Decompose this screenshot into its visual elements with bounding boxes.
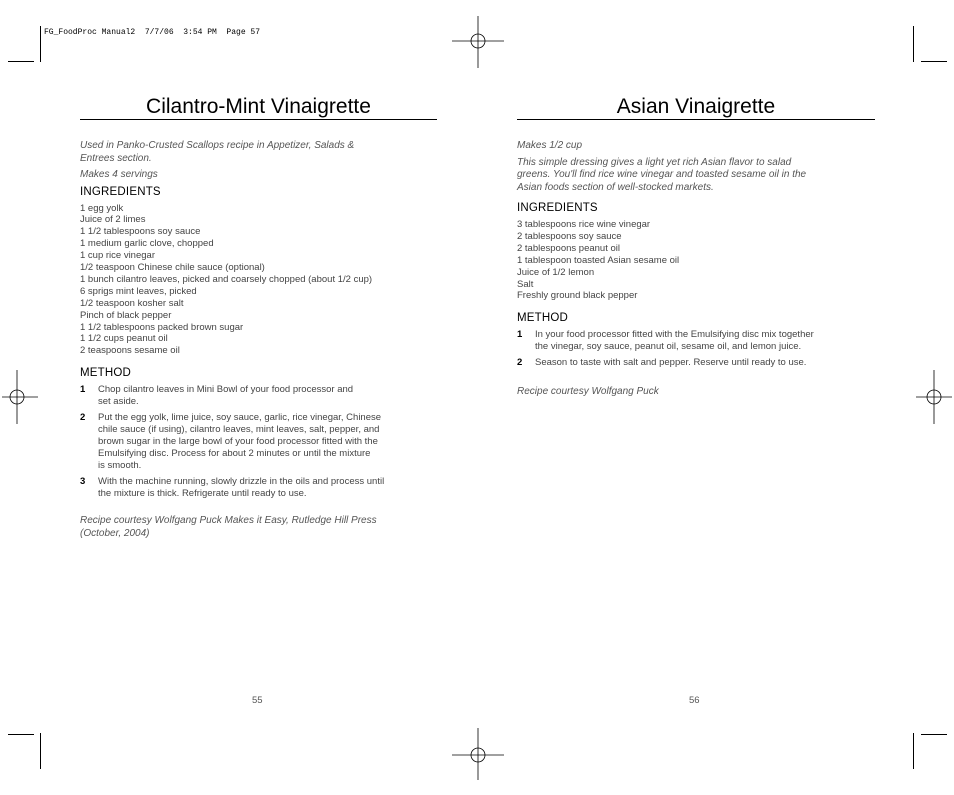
crop-mark xyxy=(921,61,947,62)
step-number: 1 xyxy=(80,384,86,396)
ingredient-item: 1 tablespoon toasted Asian sesame oil xyxy=(517,254,680,266)
ingredient-item: 2 tablespoons peanut oil xyxy=(517,242,620,254)
step-text: Chop cilantro leaves in Mini Bowl of your food processor and set aside. xyxy=(98,384,354,408)
page-number: 55 xyxy=(252,695,263,706)
ingredient-item: 3 tablespoons rice wine vinegar xyxy=(517,219,651,230)
recipe-intro: This simple dressing gives a light yet rich Asian flavor to salad greens. You'll find rice wine vinegar and toasted sesame oil in the Asian foods section of well-stocked markets. xyxy=(517,156,807,193)
ingredient-item: 1 bunch cilantro leaves, picked and coarsely chopped (about 1/2 cup) xyxy=(80,273,373,285)
registration-mark xyxy=(2,370,38,424)
step-text: Put the egg yolk, lime juice, soy sauce, garlic, rice vinegar, Chinese chile sauce (if using), cilantro leaves, mint leaves, salt, pepper, and brown sugar in the large bowl of your food processor fitted with the Emulsifying disc. Process for about 2 minutes or until the mixture is smooth. xyxy=(98,412,382,471)
recipe-title: Cilantro-Mint Vinaigrette xyxy=(80,94,437,120)
step-number: 2 xyxy=(80,412,86,424)
ingredients-heading: INGREDIENTS xyxy=(517,202,598,214)
ingredient-item: Freshly ground black pepper xyxy=(517,290,638,302)
method-list xyxy=(80,384,437,499)
method-step xyxy=(517,329,875,353)
ingredient-item: Salt xyxy=(517,278,534,290)
ingredient-item: 1 cup rice vinegar xyxy=(80,250,155,262)
crop-mark xyxy=(913,26,914,62)
recipe-yield: Makes 4 servings xyxy=(80,169,158,180)
recipe-credit: Recipe courtesy Wolfgang Puck Makes it Easy, Rutledge Hill Press (October, 2004) xyxy=(80,515,377,539)
ingredients-list xyxy=(80,203,437,358)
printer-slug: FG_FoodProc Manual2 7/7/06 3:54 PM Page 57 xyxy=(44,28,261,37)
step-number: 1 xyxy=(517,329,523,341)
ingredients-heading: INGREDIENTS xyxy=(80,185,161,198)
method-heading: METHOD xyxy=(517,312,569,325)
page-number: 56 xyxy=(689,695,700,706)
ingredient-item: 2 teaspoons sesame oil xyxy=(80,345,180,357)
step-text: Season to taste with salt and pepper. Reserve until ready to use. xyxy=(535,357,807,369)
ingredients-list xyxy=(517,219,875,302)
registration-mark xyxy=(916,370,952,424)
ingredient-item: Juice of 2 limes xyxy=(80,214,146,226)
method-step xyxy=(80,476,437,500)
step-text: In your food processor fitted with the Emulsifying disc mix together the vinegar, soy sauce, peanut oil, sesame oil, and lemon juice. xyxy=(535,329,814,353)
left-page xyxy=(80,94,437,540)
ingredient-item: 1 medium garlic clove, chopped xyxy=(80,238,214,250)
method-heading: METHOD xyxy=(80,367,132,380)
ingredient-item: 1/2 teaspoon Chinese chile sauce (optional) xyxy=(80,262,265,274)
method-list xyxy=(517,329,875,369)
recipe-intro: Used in Panko-Crusted Scallops recipe in Appetizer, Salads & Entrees section. xyxy=(80,140,355,164)
recipe-yield: Makes 1/2 cup xyxy=(517,140,583,151)
ingredient-item: Juice of 1/2 lemon xyxy=(517,266,595,278)
ingredient-item: 6 sprigs mint leaves, picked xyxy=(80,285,197,297)
crop-mark xyxy=(40,26,41,62)
ingredient-item: 1/2 teaspoon kosher salt xyxy=(80,297,184,309)
ingredient-item: 1 1/2 cups peanut oil xyxy=(80,333,168,345)
crop-mark xyxy=(921,734,947,735)
ingredient-item: Pinch of black pepper xyxy=(80,309,172,321)
method-step xyxy=(80,412,437,472)
method-step xyxy=(517,357,875,369)
right-page xyxy=(517,94,875,399)
registration-mark xyxy=(452,16,504,68)
crop-mark xyxy=(8,61,34,62)
ingredient-item: 1 egg yolk xyxy=(80,202,124,214)
crop-mark xyxy=(8,734,34,735)
method-step xyxy=(80,384,437,408)
step-text: With the machine running, slowly drizzle in the oils and process until the mixture is thick. Refrigerate until ready to use. xyxy=(98,475,385,499)
registration-mark xyxy=(452,728,504,780)
ingredient-item: 1 1/2 tablespoons packed brown sugar xyxy=(80,321,244,333)
crop-mark xyxy=(913,733,914,769)
recipe-title: Asian Vinaigrette xyxy=(517,94,875,120)
ingredient-item: 1 1/2 tablespoons soy sauce xyxy=(80,226,201,238)
step-number: 2 xyxy=(517,357,523,369)
crop-mark xyxy=(40,733,41,769)
step-number: 3 xyxy=(80,475,86,487)
ingredient-item: 2 tablespoons soy sauce xyxy=(517,230,622,242)
recipe-credit: Recipe courtesy Wolfgang Puck xyxy=(517,386,659,398)
